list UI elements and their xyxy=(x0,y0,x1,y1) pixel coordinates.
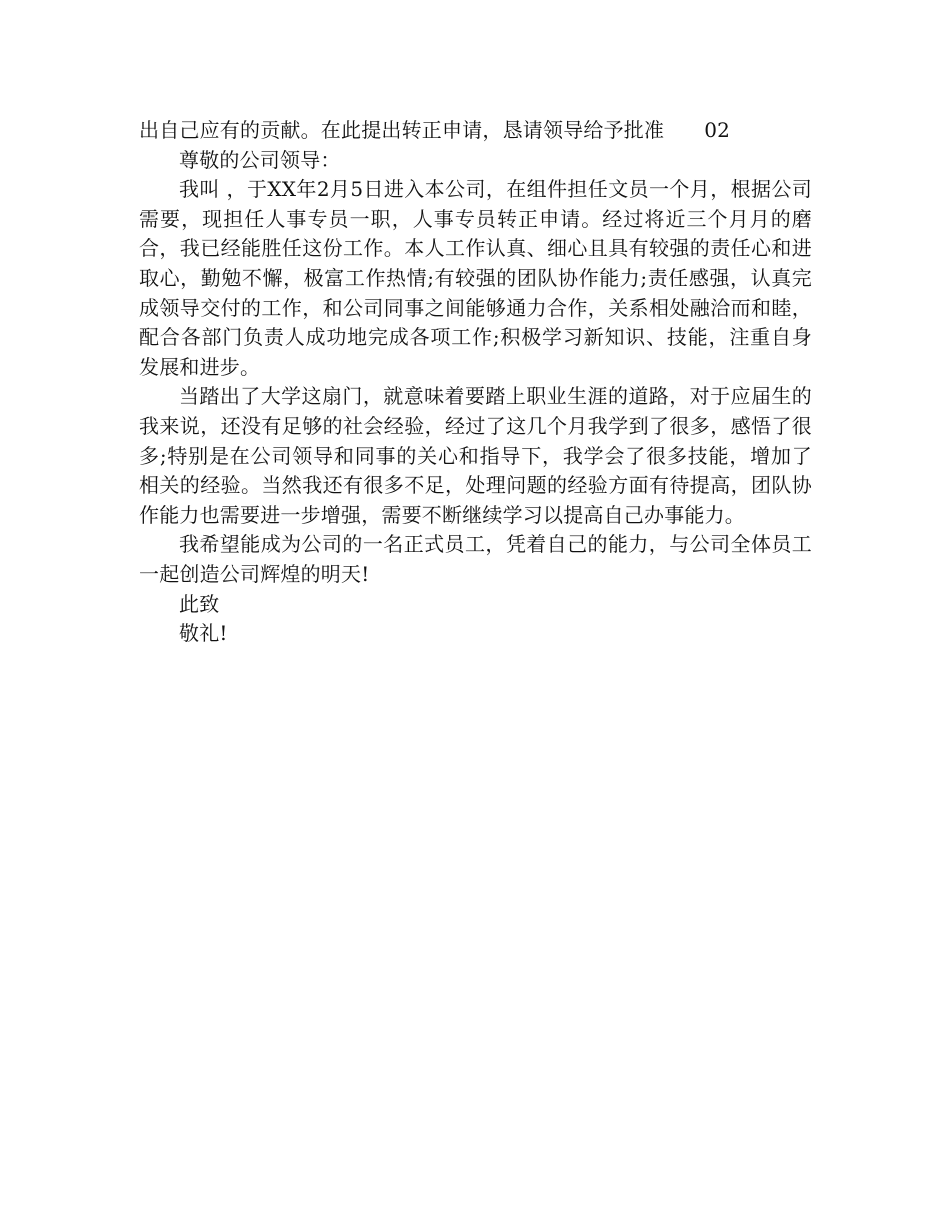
continuation-text: 出自己应有的贡献。在此提出转正申请，恳请领导给予批准 xyxy=(139,118,665,142)
continuation-line xyxy=(139,116,812,146)
document-body xyxy=(139,116,812,649)
body-paragraph-1: 我叫 ，于XX年2月5日进入本公司，在组件担任文员一个月，根据公司需要，现担任人事专员一职，人事专员转正申请。经过将近三个月月的磨合，我已经能胜任这份工作。本人工作认真、细心且具有较强的责任心和进取心，勤勉不懈，极富工作热情;有较强的团队协作能力;责任感强，认真完成领导交付的工作，和公司同事之间能够通力合作，关系相处融洽而和睦，配合各部门负责人成功地完成各项工作;积极学习新知识、技能，注重自身发展和进步。 xyxy=(139,177,812,379)
closing-salute: 敬礼! xyxy=(179,621,228,646)
body-paragraph-2: 当踏出了大学这扇门，就意味着要踏上职业生涯的道路，对于应届生的我来说，还没有足够的社会经验，经过了这几个月我学到了很多，感悟了很多;特别是在公司领导和同事的关心和指导下，我学会了很多技能，增加了相关的经验。当然我还有很多不足，处理问题的经验方面有待提高，团队协作能力也需要进一步增强，需要不断继续学习以提高自己办事能力。 xyxy=(139,384,812,527)
body-paragraph-3: 我希望能成为公司的一名正式员工，凭着自己的能力，与公司全体员工一起创造公司辉煌的明天! xyxy=(139,532,812,586)
section-marker: 02 xyxy=(704,118,731,142)
salutation: 尊敬的公司领导： xyxy=(179,147,341,172)
closing-line: 此致 xyxy=(179,591,220,616)
